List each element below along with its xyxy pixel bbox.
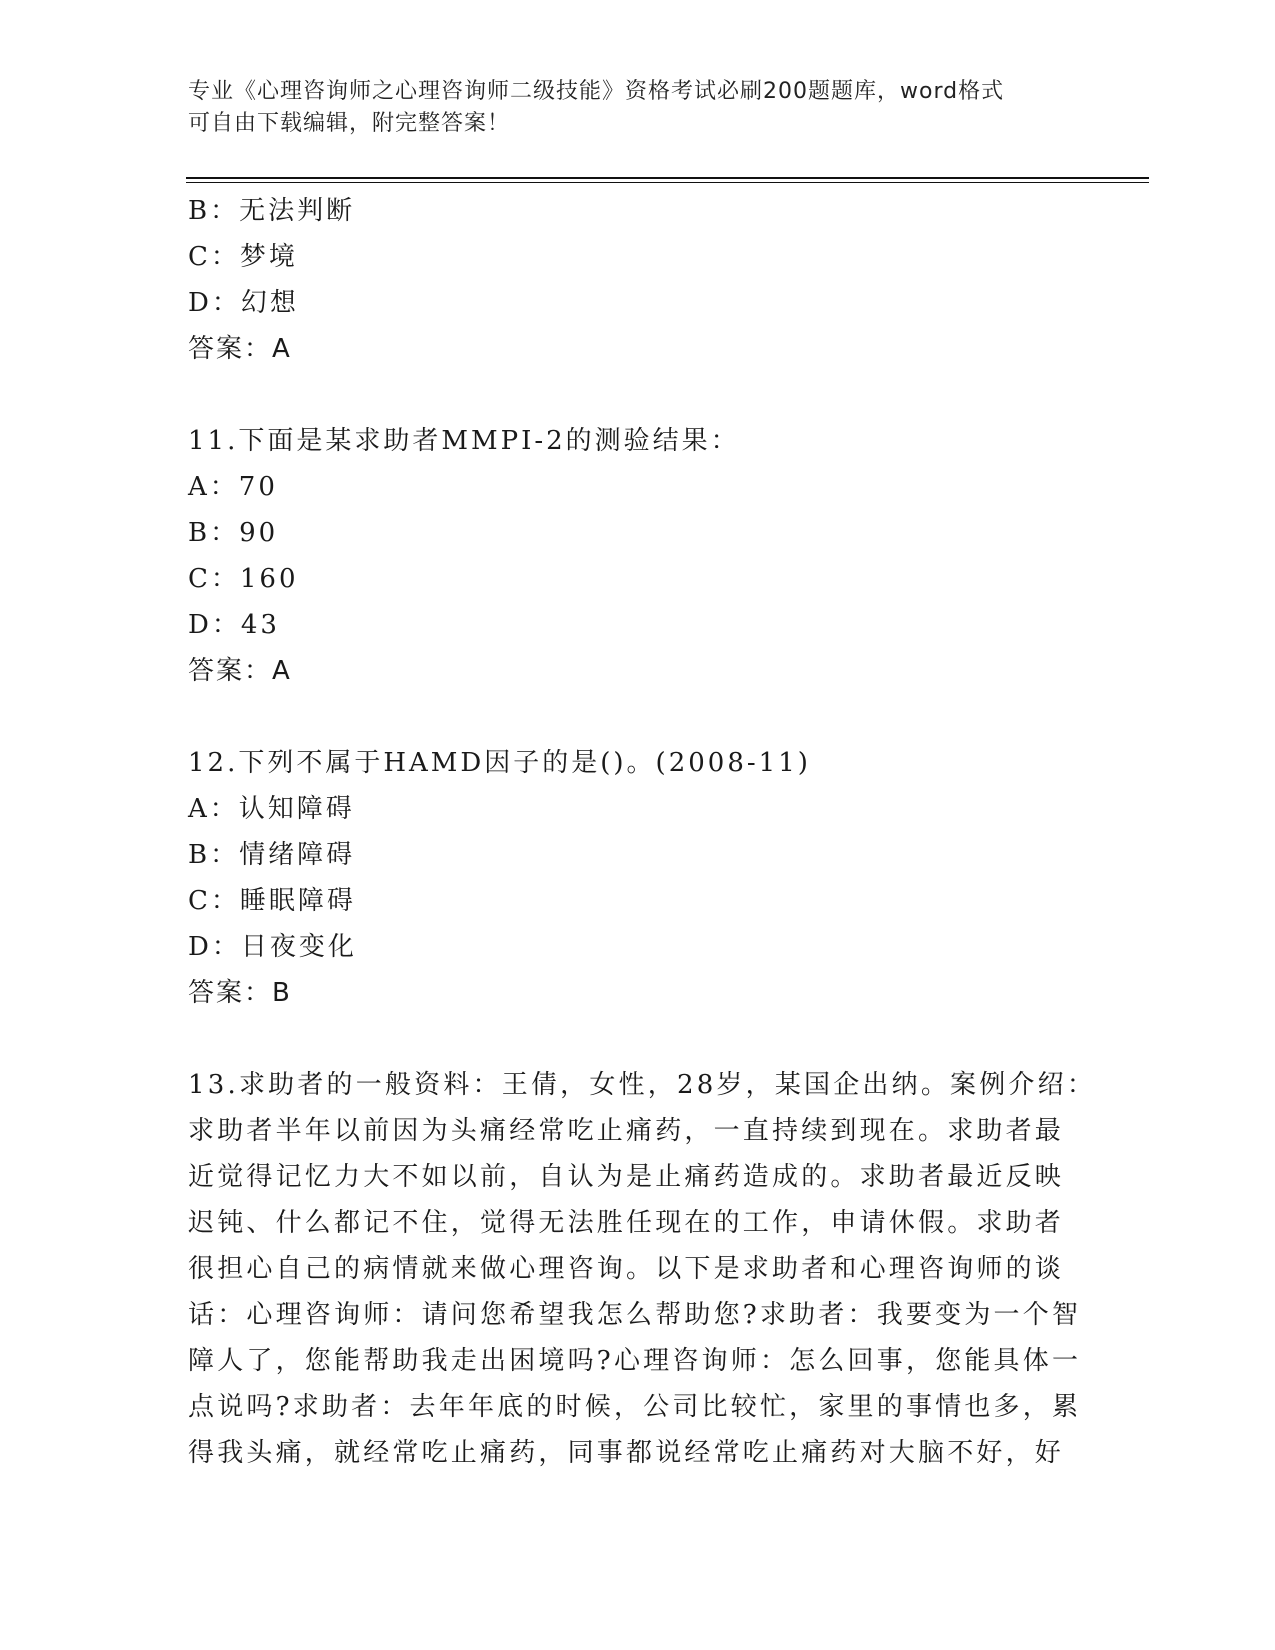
spacer — [188, 372, 1068, 418]
option-a: A：70 — [188, 472, 278, 502]
question-content — [188, 188, 1097, 1476]
option-c: C：梦境 — [188, 242, 298, 272]
question-stem: 11.下面是某求助者MMPI-2的测验结果： — [188, 426, 740, 456]
option-c: C：睡眠障碍 — [188, 886, 356, 916]
header-divider — [186, 177, 1149, 183]
question-text-line: 近觉得记忆力大不如以前，自认为是止痛药造成的。求助者最近反映 — [188, 1162, 1065, 1192]
header-line-1: 专业《心理咨询师之心理咨询师二级技能》资格考试必刷200题题库，word格式 — [188, 79, 1005, 104]
question-text-line: 话：心理咨询师：请问您希望我怎么帮助您?求助者：我要变为一个智 — [188, 1300, 1082, 1330]
question-text-line: 得我头痛，就经常吃止痛药，同事都说经常吃止痛药对大脑不好，好 — [188, 1438, 1065, 1468]
answer-label: 答案：A — [188, 656, 292, 686]
question-text-line: 点说吗?求助者：去年年底的时候，公司比较忙，家里的事情也多，累 — [188, 1392, 1082, 1422]
question-text-line: 障人了，您能帮助我走出困境吗?心理咨询师：怎么回事，您能具体一 — [188, 1346, 1082, 1376]
question-text-line: 求助者半年以前因为头痛经常吃止痛药，一直持续到现在。求助者最 — [188, 1116, 1065, 1146]
spacer — [188, 1016, 1068, 1062]
option-b: B：情绪障碍 — [188, 840, 356, 870]
option-a: A：认知障碍 — [188, 794, 355, 824]
question-text-line: 迟钝、什么都记不住，觉得无法胜任现在的工作，申请休假。求助者 — [188, 1208, 1065, 1238]
question-stem: 12.下列不属于HAMD因子的是()。(2008-11) — [188, 748, 811, 778]
question-text-line: 很担心自己的病情就来做心理咨询。以下是求助者和心理咨询师的谈 — [188, 1254, 1065, 1284]
question-11 — [188, 418, 1068, 694]
header-line-2: 可自由下载编辑，附完整答案！ — [188, 111, 511, 136]
page-header — [188, 76, 1068, 140]
option-b: B：无法判断 — [188, 196, 356, 226]
answer-label: 答案：A — [188, 334, 292, 364]
question-13 — [188, 1062, 1097, 1476]
option-c: C：160 — [188, 564, 299, 594]
option-d: D：日夜变化 — [188, 932, 357, 962]
option-b: B：90 — [188, 518, 279, 548]
spacer — [188, 694, 1068, 740]
question-text-line: 13.求助者的一般资料：王倩，女性，28岁，某国企出纳。案例介绍： — [188, 1070, 1097, 1100]
question-12 — [188, 740, 1068, 1016]
question-10-continuation — [188, 188, 1068, 372]
option-d: D：43 — [188, 610, 280, 640]
option-d: D：幻想 — [188, 288, 299, 318]
answer-label: 答案：B — [188, 978, 292, 1008]
